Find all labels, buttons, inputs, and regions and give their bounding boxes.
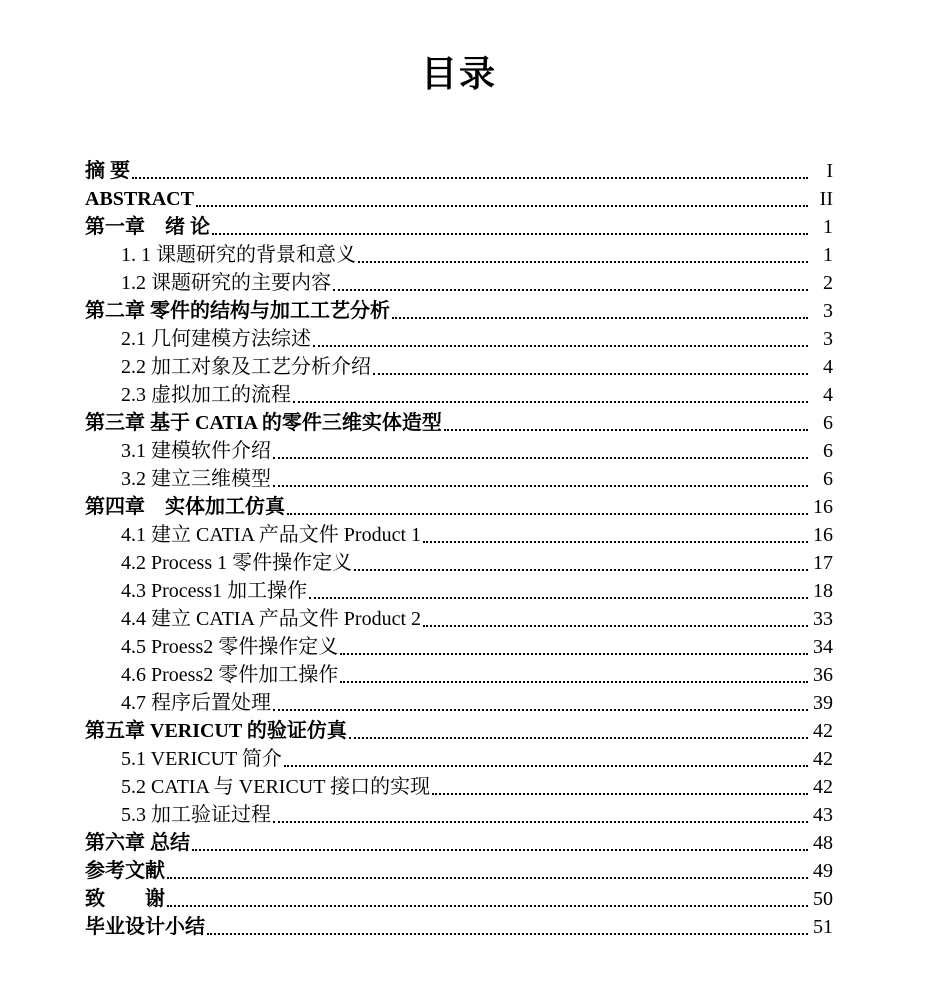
toc-entry <box>85 633 833 661</box>
toc-entry-label: 4.4 建立 CATIA 产品文件 Product 2 <box>121 608 421 631</box>
toc-entry <box>85 913 833 941</box>
dotted-leader <box>167 877 808 879</box>
toc-entry-label: 第四章 实体加工仿真 <box>85 496 285 519</box>
toc-entry-page: 42 <box>813 720 833 743</box>
dotted-leader <box>423 625 808 627</box>
toc-entry-label: 第三章 基于 CATIA 的零件三维实体造型 <box>85 412 442 435</box>
toc-entry <box>85 157 833 185</box>
toc-entry <box>85 689 833 717</box>
toc-entry-label: 第二章 零件的结构与加工工艺分析 <box>85 300 390 323</box>
toc-entry-page: 17 <box>813 552 833 575</box>
toc-entry <box>85 773 833 801</box>
toc-entry <box>85 745 833 773</box>
toc-entry <box>85 381 833 409</box>
toc-entry-label: 参考文献 <box>85 860 165 883</box>
toc-entry-page: 3 <box>823 300 833 323</box>
toc-entry-label: 5.2 CATIA 与 VERICUT 接口的实现 <box>121 776 431 799</box>
toc-entry <box>85 353 833 381</box>
dotted-leader <box>432 793 808 795</box>
dotted-leader <box>273 709 808 711</box>
toc-entry-page: 42 <box>813 776 833 799</box>
toc-entry-page: 42 <box>813 748 833 771</box>
dotted-leader <box>340 681 808 683</box>
page-title: 目录 <box>420 53 497 94</box>
toc-entry-page: 48 <box>813 832 833 855</box>
dotted-leader <box>207 933 808 935</box>
toc-entry-page: 18 <box>813 580 833 603</box>
toc-entry-label: 致 谢 <box>85 888 165 911</box>
toc-entry-page: 33 <box>813 608 833 631</box>
dotted-leader <box>358 261 808 263</box>
toc-entry-page: 6 <box>823 468 833 491</box>
toc-entry-label: 第六章 总结 <box>85 832 190 855</box>
dotted-leader <box>192 849 808 851</box>
toc-entry-label: 第五章 VERICUT 的验证仿真 <box>85 720 347 743</box>
toc-entry <box>85 521 833 549</box>
toc-entry <box>85 493 833 521</box>
dotted-leader <box>313 345 808 347</box>
toc-entry-page: 3 <box>823 328 833 351</box>
dotted-leader <box>273 821 808 823</box>
toc-entry-page: 39 <box>813 692 833 715</box>
toc-entry-page: 51 <box>813 916 833 939</box>
toc-entry <box>85 437 833 465</box>
dotted-leader <box>167 905 808 907</box>
toc-entry-label: 5.1 VERICUT 简介 <box>121 748 282 771</box>
toc-entry <box>85 213 833 241</box>
toc-entry <box>85 605 833 633</box>
toc-entry <box>85 829 833 857</box>
toc-entry-page: 1 <box>823 216 833 239</box>
toc-entry <box>85 185 833 213</box>
toc-entry <box>85 577 833 605</box>
toc-entry <box>85 549 833 577</box>
dotted-leader <box>349 737 808 739</box>
toc-entry <box>85 325 833 353</box>
toc-entry-label: 4.3 Process1 加工操作 <box>121 580 308 603</box>
toc-entry-label: 4.7 程序后置处理 <box>121 692 271 715</box>
toc-entry-label: 2.3 虚拟加工的流程 <box>121 384 291 407</box>
toc-entry-label: 4.2 Process 1 零件操作定义 <box>121 552 353 575</box>
toc-entry-page: 16 <box>813 524 833 547</box>
toc-entry <box>85 717 833 745</box>
toc-entry <box>85 885 833 913</box>
dotted-leader <box>284 765 808 767</box>
toc-entry-label: 2.2 加工对象及工艺分析介绍 <box>121 356 371 379</box>
dotted-leader <box>132 177 808 179</box>
toc-entry <box>85 409 833 437</box>
toc-entry-label: 4.6 Proess2 零件加工操作 <box>121 664 339 687</box>
toc-entry-label: 4.1 建立 CATIA 产品文件 Product 1 <box>121 524 421 547</box>
toc-entry-label: ABSTRACT <box>85 188 194 211</box>
toc-entry-page: 34 <box>813 636 833 659</box>
toc-entry-page: II <box>819 188 833 211</box>
dotted-leader <box>392 317 808 319</box>
toc-entry-page: 49 <box>813 860 833 883</box>
toc-entry-label: 1. 1 课题研究的背景和意义 <box>121 244 356 267</box>
dotted-leader <box>287 513 808 515</box>
dotted-leader <box>423 541 808 543</box>
toc-entry-page: I <box>826 160 833 183</box>
dotted-leader <box>212 233 808 235</box>
toc-entry <box>85 269 833 297</box>
toc-entry-page: 36 <box>813 664 833 687</box>
toc-entry <box>85 465 833 493</box>
dotted-leader <box>373 373 808 375</box>
toc-entry-page: 50 <box>813 888 833 911</box>
toc-entry-page: 4 <box>823 384 833 407</box>
dotted-leader <box>293 401 808 403</box>
toc-entry-page: 6 <box>823 440 833 463</box>
toc-entry-label: 第一章 绪 论 <box>85 216 210 239</box>
toc-entry-page: 6 <box>823 412 833 435</box>
dotted-leader <box>273 457 808 459</box>
toc-entry-page: 2 <box>823 272 833 295</box>
toc-entry-label: 5.3 加工验证过程 <box>121 804 271 827</box>
dotted-leader <box>309 597 808 599</box>
toc-entry-label: 摘 要 <box>85 160 130 183</box>
toc-entry <box>85 661 833 689</box>
dotted-leader <box>333 289 808 291</box>
toc-entry-label: 2.1 几何建模方法综述 <box>121 328 311 351</box>
toc-entry-page: 43 <box>813 804 833 827</box>
toc-entry <box>85 857 833 885</box>
toc-entry-label: 3.1 建模软件介绍 <box>121 440 271 463</box>
dotted-leader <box>444 429 808 431</box>
toc-entry <box>85 801 833 829</box>
toc-entry-label: 3.2 建立三维模型 <box>121 468 271 491</box>
toc-entry-page: 4 <box>823 356 833 379</box>
toc-entry-page: 16 <box>813 496 833 519</box>
dotted-leader <box>354 569 808 571</box>
toc-entry-label: 1.2 课题研究的主要内容 <box>121 272 331 295</box>
toc-list <box>85 157 833 941</box>
toc-entry-label: 4.5 Proess2 零件操作定义 <box>121 636 339 659</box>
toc-entry <box>85 297 833 325</box>
dotted-leader <box>196 205 808 207</box>
toc-entry-page: 1 <box>823 244 833 267</box>
toc-entry-label: 毕业设计小结 <box>85 916 205 939</box>
dotted-leader <box>273 485 808 487</box>
dotted-leader <box>340 653 808 655</box>
toc-entry <box>85 241 833 269</box>
